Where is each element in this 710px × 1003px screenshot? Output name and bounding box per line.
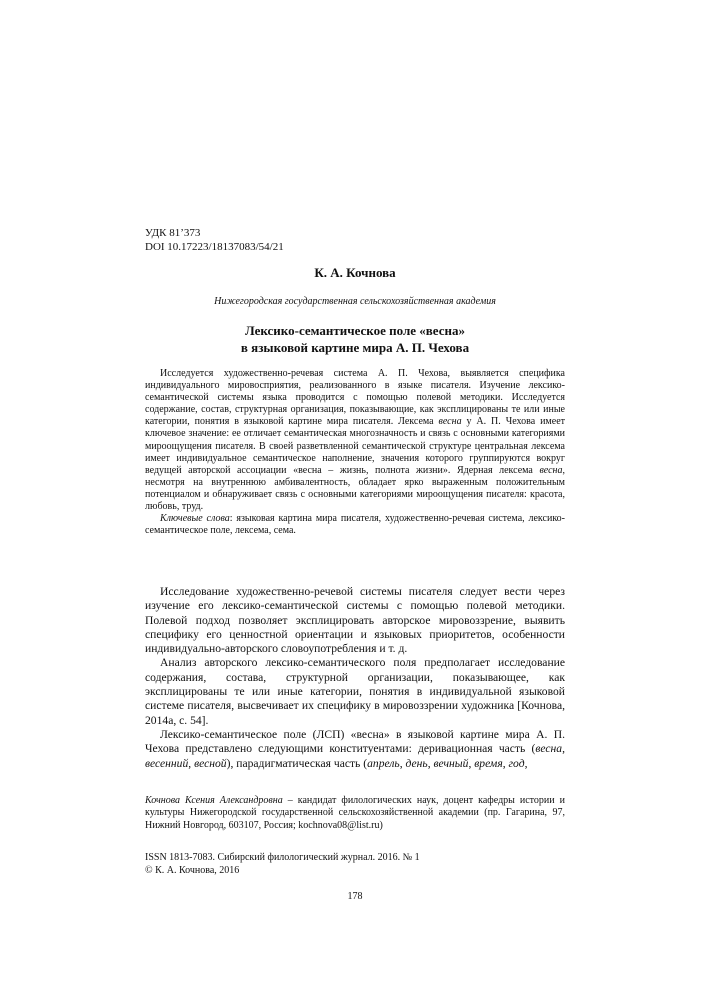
body-text [145, 585, 565, 771]
body-text-run: , [502, 756, 509, 770]
udc-code: УДК 81’373 [145, 227, 201, 239]
keywords-text: : языковая картина мира писателя, художественно-речевая система, лексико-семантическое поле, лексема, сема. [145, 513, 565, 537]
title-line-1: Лексико-семантическое поле «весна» [245, 323, 465, 338]
abstract-paragraph [145, 368, 565, 513]
body-emphasis: весенний [145, 756, 189, 770]
body-text-run: , [427, 756, 434, 770]
article-title [0, 322, 710, 356]
footnote-text: – кандидат филологических наук, доцент кафедры истории и культуры Нижегородской государственной сельскохозяйственной академии (пр. Гагарина, 97, Нижний Новгород, 603107, Россия; kochnova08@list.ru) [145, 795, 565, 831]
body-emphasis: день [405, 756, 428, 770]
body-text-run: , [188, 756, 195, 770]
body-paragraph-2: Анализ авторского лексико-семантического поля предполагает исследование содержания, состава, структурной организации, показывающее, как эксплицированы те или иные категории, понятия в индивидуальной языковой системе писателя, высвечивает их специфику в мировоззрении художника [Кочнова, 2014а, с. 54]. [145, 656, 565, 727]
body-text-run: , [562, 742, 565, 756]
page-number: 178 [347, 891, 363, 902]
body-emphasis: вечный [433, 756, 469, 770]
keywords [145, 513, 565, 537]
abstract-emphasis: весна [539, 464, 563, 476]
author-name: К. А. Кочнова [314, 265, 396, 280]
footnote-paragraph [145, 795, 565, 832]
affiliation: Нижегородская государственная сельскохозяйственная академия [214, 296, 496, 307]
body-text-run: Лексико-семантическое поле (ЛСП) «весна» в языковой картине мира А. П. Чехова представлено следующими конституентами: деривационная часть ( [145, 727, 565, 756]
abstract [145, 368, 565, 537]
body-emphasis: весна [535, 742, 563, 756]
body-text-run: , [399, 756, 406, 770]
doi: DOI 10.17223/18137083/54/21 [145, 241, 284, 253]
keywords-label: Ключевые слова [160, 513, 230, 525]
body-paragraph-3 [145, 728, 565, 771]
body-emphasis: весной [194, 756, 227, 770]
body-text-run: , [524, 756, 528, 770]
journal-info [145, 852, 420, 877]
footnote-author-name: Кочнова Ксения Александровна [145, 795, 283, 806]
author-footnote [145, 795, 565, 832]
abstract-text: , несмотря на внутреннюю амбивалентность, обладает ярко выраженным положительным потенциалом и обнаруживает связь с основными категориями мироощущения писателя: красота, любовь, труд. [145, 464, 566, 513]
abstract-text: Исследуется художественно-речевая система А. П. Чехова, выявляется специфика индивидуального мировосприятия, реализованного в языке писателя. Изучение лексико-семантической системы языка проводится с помощью полевой методики. Исследуется содержание, состав, структурная организация, показывающие, как эксплицированы те или иные категории, понятия в языковой картине мира писателя. Лексема [145, 368, 565, 428]
body-emphasis: время [474, 756, 503, 770]
abstract-emphasis: весна [438, 416, 462, 428]
body-text-run: ), парадигматическая часть ( [226, 756, 368, 770]
article-identifiers [145, 226, 284, 254]
body-text-run: , [468, 756, 475, 770]
title-line-2: в языковой картине мира А. П. Чехова [240, 340, 470, 355]
abstract-text: у А. П. Чехова имеет ключевое значение: ее отличает семантическая многозначность и связь с основными категориями мироощущения писателя. В своей разветвленной семантической структуре центральная лексема имеет индивидуальное семантическое наполнение, значения которого группируются вокруг ведущей авторской ассоциации «весна – жизнь, полнота жизни». Ядерная лексема [145, 416, 566, 476]
issn-line: ISSN 1813-7083. Сибирский филологический журнал. 2016. № 1 [145, 852, 420, 863]
body-emphasis: апрель [367, 756, 400, 770]
copyright-line: © К. А. Кочнова, 2016 [145, 864, 240, 876]
body-paragraph-1: Исследование художественно-речевой системы писателя следует вести через изучение его лексико-семантической системы с помощью полевой методики. Полевой подход позволяет эксплицировать авторское мировоззрение, выявить специфику его ценностной ориентации и языковых приоритетов, особенности индивидуально-авторского словоупотребления и т. д. [145, 585, 565, 656]
body-emphasis: год [508, 756, 525, 770]
